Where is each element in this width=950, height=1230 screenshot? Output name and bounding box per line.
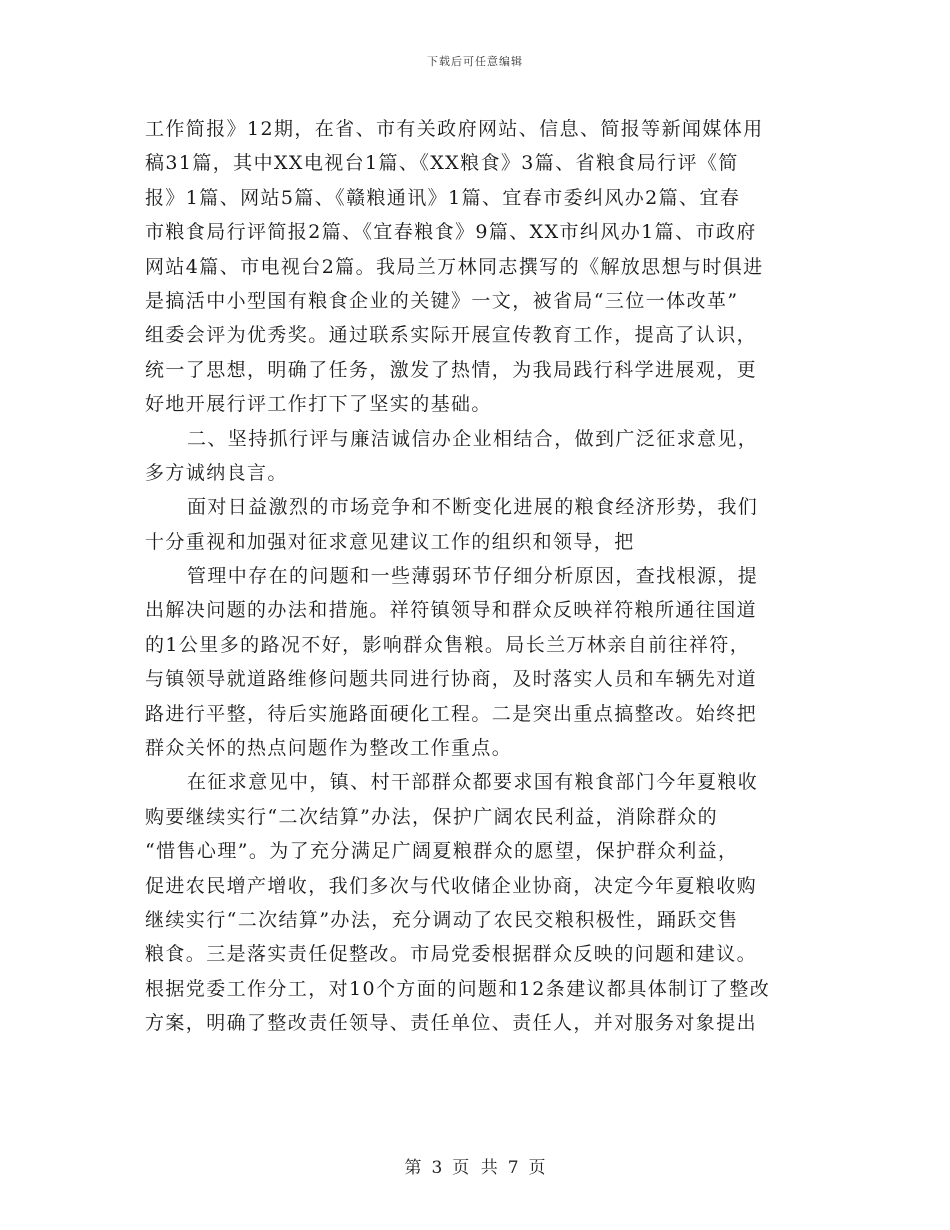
section-heading: 二、坚持抓行评与廉洁诚信办企业相结合，做到广泛征求意见，	[187, 427, 759, 450]
document-body	[145, 112, 815, 1041]
header-note: 下载后可任意编辑	[427, 55, 523, 68]
text-line: 根据党委工作分工，对10个方面的问题和12条建议都具体制订了整改	[145, 977, 771, 1000]
text-line: 的1公里多的路况不好，影响群众售粮。局长兰万林亲自前往祥符，	[145, 633, 751, 656]
page-label-suffix: 页	[528, 1158, 546, 1178]
text-line: 与镇领导就道路维修问题共同进行协商，及时落实人员和车辆先对道	[145, 668, 758, 691]
text-line: 工作简报》12期，在省、市有关政府网站、信息、简报等新闻媒体用	[145, 118, 764, 140]
current-page-number: 3	[431, 1158, 443, 1178]
text-line: 报》1篇、网站5篇、《赣粮通讯》1篇、宜春市委纠风办2篇、宜春	[145, 186, 741, 209]
text-line: 是搞活中小型国有粮食企业的关键》一文，被省局“三位一体改革”	[145, 289, 739, 312]
total-pages-number: 7	[507, 1158, 519, 1178]
text-line: “惜售心理”。为了充分满足广阔夏粮群众的愿望，保护群众利益，	[145, 840, 739, 863]
text-line: 粮食。三是落实责任促整改。市局党委根据群众反映的问题和建议。	[145, 943, 758, 966]
text-line: 十分重视和加强对征求意见建议工作的组织和领导，把	[145, 530, 635, 553]
page-footer	[0, 1153, 950, 1178]
text-line: 路进行平整，待后实施路面硬化工程。二是突出重点搞整改。始终把	[145, 702, 758, 725]
text-line: 购要继续实行“二次结算”办法，保护广阔农民利益，消除群众的	[145, 805, 719, 828]
text-line: 促进农民增产增收，我们多次与代收储企业协商，决定今年夏粮收购	[145, 874, 758, 897]
text-line: 面对日益激烈的市场竞争和不断变化进展的粮食经济形势，我们	[187, 496, 759, 519]
text-line: 统一了思想，明确了任务，激发了热情，为我局践行科学进展观，更	[145, 358, 758, 381]
text-line: 网站4篇、市电视台2篇。我局兰万林同志撰写的《解放思想与时俱进	[145, 255, 764, 278]
text-line: 出解决问题的办法和措施。祥符镇领导和群众反映祥符粮所通往国道	[145, 599, 758, 622]
text-line: 在征求意见中，镇、村干部群众都要求国有粮食部门今年夏粮收	[187, 771, 759, 794]
text-line: 组委会评为优秀奖。通过联系实际开展宣传教育工作，提高了认识，	[145, 324, 758, 347]
text-line: 好地开展行评工作打下了坚实的基础。	[145, 393, 492, 416]
text-line: 管理中存在的问题和一些薄弱环节仔细分析原因，查找根源，提	[187, 565, 759, 588]
text-line: 继续实行“二次结算”办法，充分调动了农民交粮积极性，踊跃交售	[145, 908, 739, 931]
section-heading-cont: 多方诚纳良言。	[145, 461, 288, 484]
page-label-prefix: 第	[404, 1158, 422, 1178]
page-label-middle: 页 共	[452, 1158, 498, 1178]
text-line: 群众关怀的热点问题作为整改工作重点。	[145, 737, 513, 760]
text-line: 方案，明确了整改责任领导、责任单位、责任人，并对服务对象提出	[145, 1012, 758, 1035]
text-line: 稿31篇，其中XX电视台1篇、《XX粮食》3篇、省粮食局行评《简	[145, 152, 739, 175]
text-line: 市粮食局行评简报2篇、《宜春粮食》9篇、XX市纠风办1篇、市政府	[145, 221, 757, 244]
